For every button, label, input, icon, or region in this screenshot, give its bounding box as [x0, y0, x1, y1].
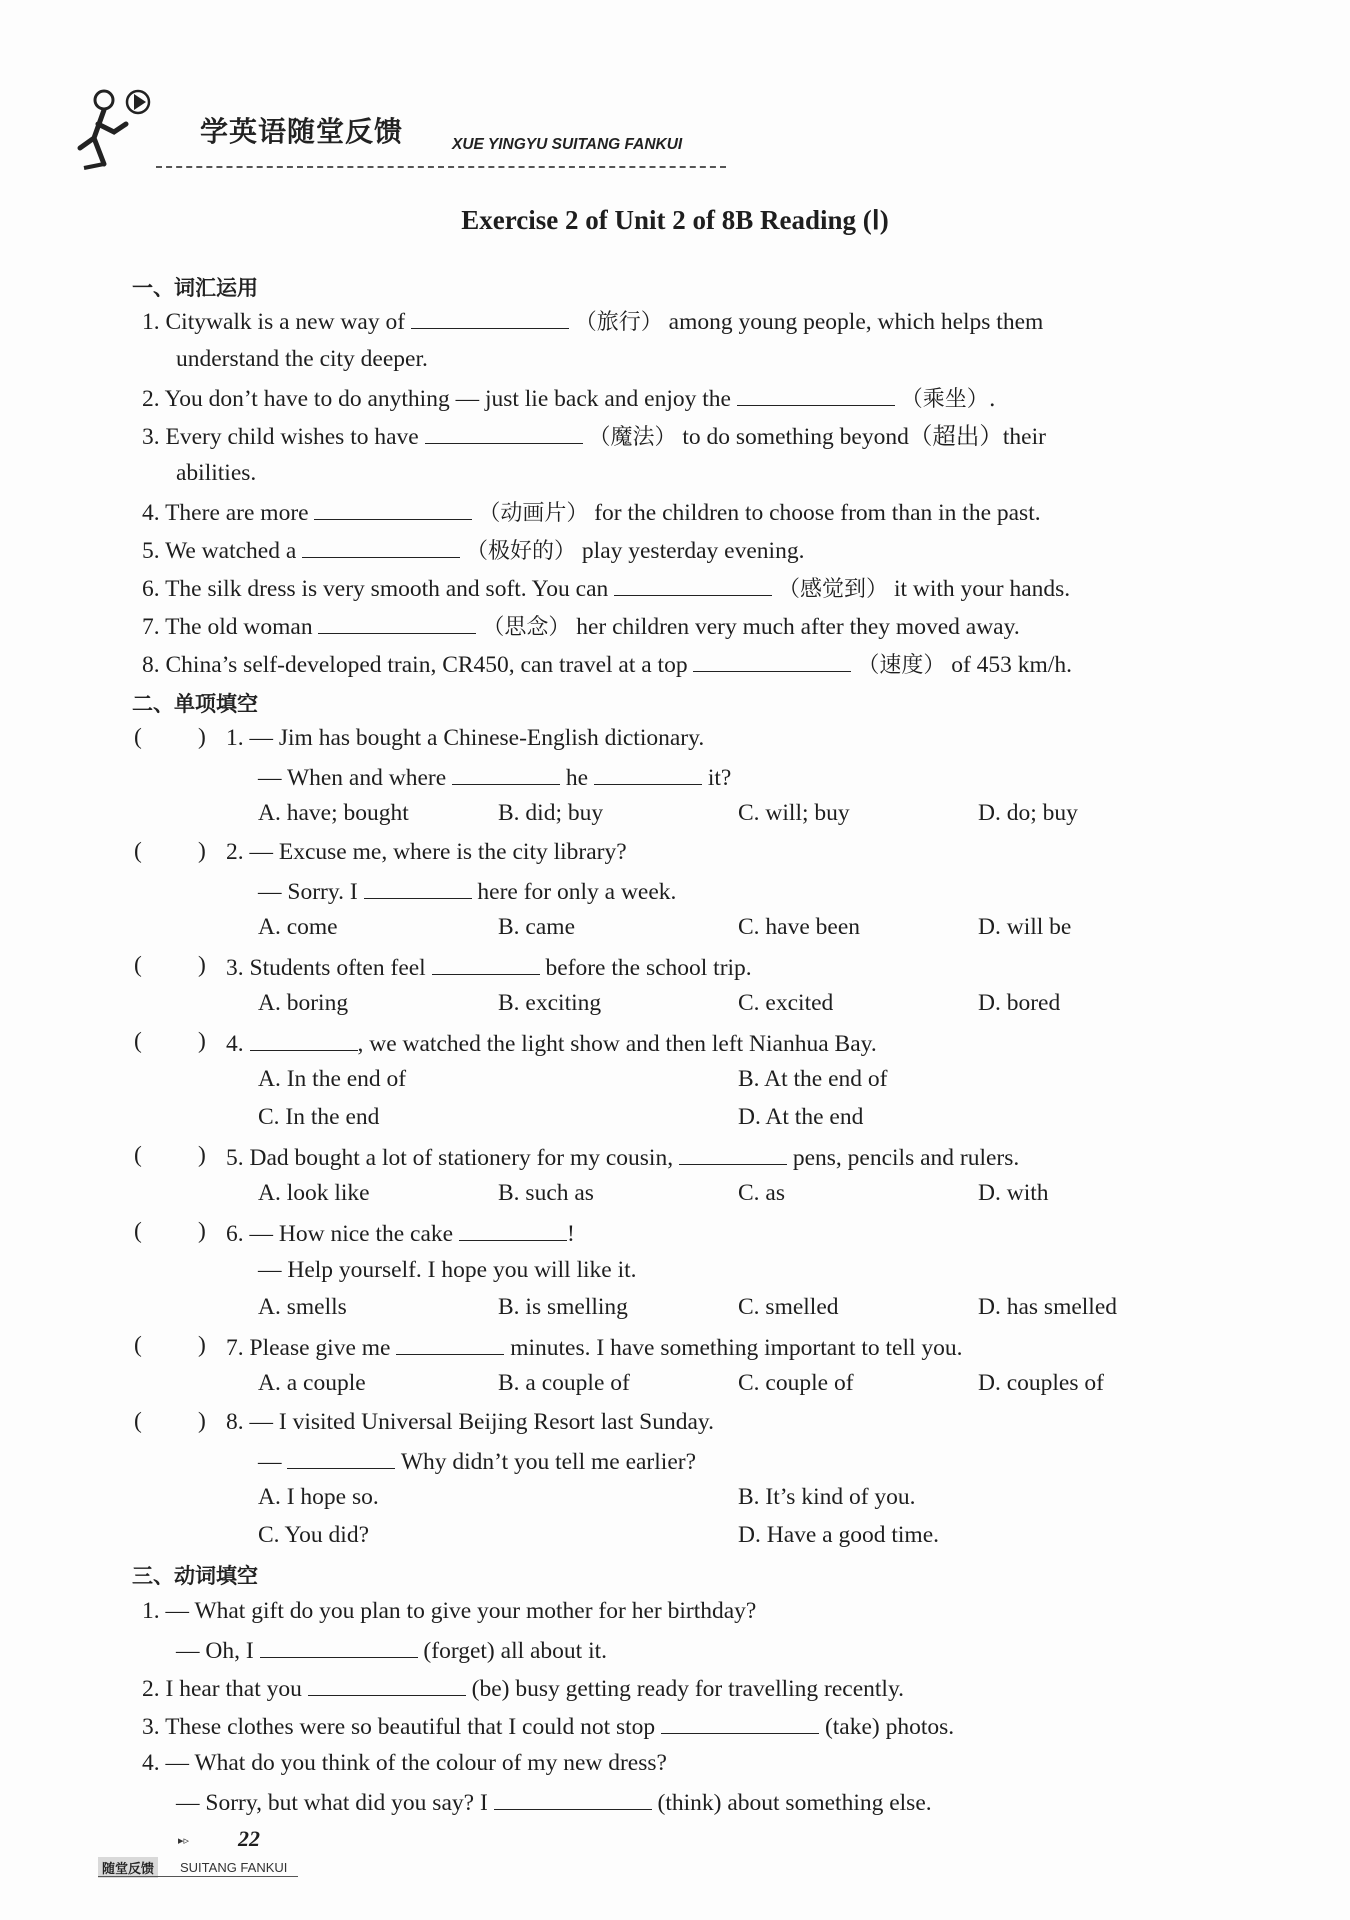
answer-blank[interactable] [260, 1635, 418, 1658]
answer-paren-close: ) [198, 1408, 206, 1434]
s3-q3: 3. These clothes were so beautiful that I could not stop (take) photos. [142, 1711, 954, 1741]
option-c[interactable]: C. couple of [738, 1370, 854, 1396]
answer-paren-close: ) [198, 952, 206, 978]
answer-paren-open: ( [134, 952, 142, 978]
section2-heading: 二、单项填空 [132, 692, 258, 716]
option-a[interactable]: A. look like [258, 1180, 370, 1206]
answer-paren-open: ( [134, 1142, 142, 1168]
s1-item-1: 1. Citywalk is a new way of （旅行） among young people, which helps them [142, 306, 1043, 337]
answer-blank[interactable] [314, 497, 472, 520]
option-a[interactable]: A. smells [258, 1294, 347, 1320]
answer-blank[interactable] [287, 1446, 395, 1469]
s1-item-5: 5. We watched a （极好的） play yesterday evening. [142, 535, 804, 566]
option-c[interactable]: C. smelled [738, 1294, 839, 1320]
option-a[interactable]: A. In the end of [258, 1066, 407, 1092]
header-title-pinyin: XUE YINGYU SUITANG FANKUI [452, 136, 683, 153]
s1-item-1-cont: understand the city deeper. [176, 346, 428, 372]
s1-item-7: 7. The old woman （思念） her children very much after they moved away. [142, 611, 1020, 642]
answer-paren-open: ( [134, 1028, 142, 1054]
header-divider [156, 166, 726, 168]
runner-play-icon [74, 88, 154, 174]
s3-q1: 1. — What gift do you plan to give your mother for her birthday? [142, 1598, 757, 1624]
option-d[interactable]: D. bored [978, 990, 1061, 1016]
s2-q1: 1. — Jim has bought a Chinese-English dictionary. [226, 725, 705, 751]
answer-blank[interactable] [411, 306, 569, 329]
answer-paren-close: ) [198, 1332, 206, 1358]
answer-blank[interactable] [737, 383, 895, 406]
s2-q8-line2: — Why didn’t you tell me earlier? [258, 1446, 696, 1476]
s1-item-3: 3. Every child wishes to have （魔法） to do something beyond（超出）their [142, 421, 1046, 452]
s1-item-2: 2. You don’t have to do anything — just lie back and enjoy the （乘坐）. [142, 383, 996, 414]
s2-q1-line2: — When and where he it? [258, 762, 731, 792]
option-b[interactable]: B. came [498, 914, 575, 940]
option-d[interactable]: D. with [978, 1180, 1049, 1206]
answer-blank[interactable] [594, 762, 702, 785]
option-c[interactable]: C. will; buy [738, 800, 850, 826]
section1-heading: 一、词汇运用 [132, 276, 258, 300]
s2-q7: 7. Please give me minutes. I have something important to tell you. [226, 1332, 963, 1362]
option-d[interactable]: D. will be [978, 914, 1072, 940]
page-number: 22 [238, 1826, 260, 1851]
answer-blank[interactable] [494, 1787, 652, 1810]
option-b[interactable]: B. It’s kind of you. [738, 1484, 916, 1510]
answer-paren-close: ) [198, 724, 206, 750]
answer-blank[interactable] [396, 1332, 504, 1355]
s2-q3: 3. Students often feel before the school trip. [226, 952, 752, 982]
s1-item-3-cont: abilities. [176, 460, 257, 486]
s2-q4: 4. , we watched the light show and then left Nianhua Bay. [226, 1028, 877, 1058]
option-d[interactable]: D. do; buy [978, 800, 1078, 826]
option-b[interactable]: B. exciting [498, 990, 602, 1016]
page-arrow-icon: ▸▹ [178, 1834, 190, 1847]
s3-q1-line2: — Oh, I (forget) all about it. [176, 1635, 607, 1665]
s2-q2: 2. — Excuse me, where is the city library? [226, 839, 627, 865]
answer-paren-close: ) [198, 838, 206, 864]
answer-blank[interactable] [452, 762, 560, 785]
option-d[interactable]: D. couples of [978, 1370, 1104, 1396]
option-c[interactable]: C. In the end [258, 1104, 380, 1130]
answer-blank[interactable] [614, 573, 772, 596]
option-c[interactable]: C. have been [738, 914, 861, 940]
option-d[interactable]: D. Have a good time. [738, 1522, 940, 1548]
answer-paren-close: ) [198, 1218, 206, 1244]
answer-blank[interactable] [318, 611, 476, 634]
option-c[interactable]: C. excited [738, 990, 834, 1016]
answer-blank[interactable] [459, 1218, 567, 1241]
s1-item-4: 4. There are more （动画片） for the children to choose from than in the past. [142, 497, 1041, 528]
footer-divider [98, 1876, 298, 1877]
answer-blank[interactable] [250, 1028, 358, 1051]
option-a[interactable]: A. come [258, 914, 338, 940]
s2-q6-line2: — Help yourself. I hope you will like it. [258, 1257, 637, 1283]
answer-paren-close: ) [198, 1142, 206, 1168]
answer-blank[interactable] [432, 952, 540, 975]
s2-q8: 8. — I visited Universal Beijing Resort last Sunday. [226, 1409, 715, 1435]
s2-q2-line2: — Sorry. I here for only a week. [258, 876, 676, 906]
option-b[interactable]: B. is smelling [498, 1294, 628, 1320]
answer-blank[interactable] [679, 1142, 787, 1165]
option-a[interactable]: A. boring [258, 990, 349, 1016]
section3-heading: 三、动词填空 [132, 1564, 258, 1588]
s2-q6: 6. — How nice the cake ! [226, 1218, 575, 1248]
option-d[interactable]: D. At the end [738, 1104, 864, 1130]
s3-q4-line2: — Sorry, but what did you say? I (think) about something else. [176, 1787, 932, 1817]
answer-paren-close: ) [198, 1028, 206, 1054]
option-a[interactable]: A. have; bought [258, 800, 409, 826]
s3-q2: 2. I hear that you (be) busy getting ready for travelling recently. [142, 1673, 904, 1703]
answer-paren-open: ( [134, 1332, 142, 1358]
answer-blank[interactable] [302, 535, 460, 558]
option-b[interactable]: B. did; buy [498, 800, 604, 826]
option-c[interactable]: C. as [738, 1180, 785, 1206]
header-banner [70, 88, 683, 176]
s1-item-8: 8. China’s self-developed train, CR450, can travel at a top （速度） of 453 km/h. [142, 649, 1072, 680]
answer-blank[interactable] [364, 876, 472, 899]
answer-paren-open: ( [134, 724, 142, 750]
answer-paren-open: ( [134, 838, 142, 864]
option-a[interactable]: A. I hope so. [258, 1484, 379, 1510]
answer-blank[interactable] [425, 421, 583, 444]
option-b[interactable]: B. At the end of [738, 1066, 888, 1092]
option-c[interactable]: C. You did? [258, 1522, 370, 1548]
answer-blank[interactable] [693, 649, 851, 672]
page-title: Exercise 2 of Unit 2 of 8B Reading (Ⅰ) [461, 205, 889, 235]
header-title-cn: 学英语随堂反馈 [200, 115, 404, 148]
answer-paren-open: ( [134, 1218, 142, 1244]
answer-paren-open: ( [134, 1408, 142, 1434]
answer-blank[interactable] [661, 1711, 819, 1734]
footer-badge: 随堂反馈 [98, 1857, 158, 1878]
option-a[interactable]: A. a couple [258, 1370, 366, 1396]
s3-q4: 4. — What do you think of the colour of my new dress? [142, 1750, 667, 1776]
answer-blank[interactable] [308, 1673, 466, 1696]
s2-q5: 5. Dad bought a lot of stationery for my cousin, pens, pencils and rulers. [226, 1142, 1019, 1172]
s1-item-6: 6. The silk dress is very smooth and soft. You can （感觉到） it with your hands. [142, 573, 1070, 604]
option-b[interactable]: B. a couple of [498, 1370, 630, 1396]
footer-pinyin: SUITANG FANKUI [180, 1860, 288, 1875]
option-d[interactable]: D. has smelled [978, 1294, 1118, 1320]
option-b[interactable]: B. such as [498, 1180, 594, 1206]
